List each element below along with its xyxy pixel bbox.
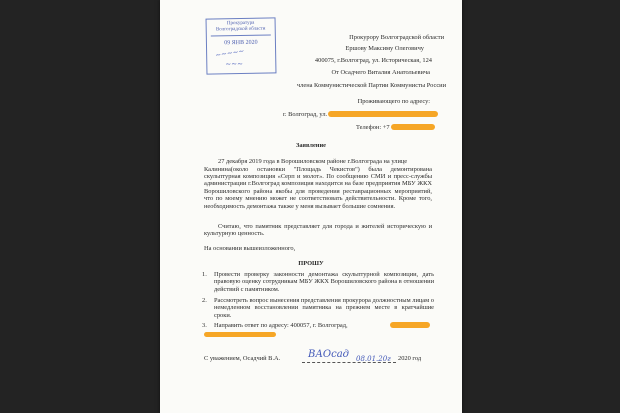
stamp-initials: ~~~ bbox=[225, 59, 243, 69]
paragraph-3: На основании вышеизложенного, bbox=[204, 245, 296, 252]
item-3-number: 3. bbox=[202, 322, 207, 329]
address-label: г. Волгоград, ул. bbox=[283, 111, 328, 118]
signature: ВАОсад bbox=[308, 349, 350, 360]
request-title: ПРОШУ bbox=[298, 260, 324, 267]
handwritten-date: 08.01.20г bbox=[356, 355, 391, 363]
phone-label: Телефон: +7 bbox=[356, 124, 390, 131]
sender-line-3: Проживающего по адресу: bbox=[357, 98, 430, 105]
item-1-number: 1. bbox=[202, 271, 207, 278]
stamp-date: 09 ЯНВ 2020 bbox=[224, 39, 258, 47]
item-3-text: Направить ответ по адресу: 400057, г. Волгоград, bbox=[214, 322, 348, 329]
addressee-line-1: Прокурору Волгоградской области bbox=[349, 34, 444, 41]
addressee-line-3: 400075, г.Волгоград, ул. Историческая, 124 bbox=[314, 57, 432, 64]
redaction-return-address bbox=[390, 322, 430, 328]
stamp-handwriting: ~~~~~ bbox=[214, 46, 245, 60]
registration-stamp bbox=[206, 17, 277, 74]
document-page bbox=[160, 0, 462, 413]
redaction-phone bbox=[391, 124, 435, 130]
paragraph-2: Считаю, что памятник представляет для города и жителей историческую и культурную ценность. bbox=[204, 223, 432, 238]
paragraph-1: Калинина(около остановки "Площадь Чекистов") была демонтирована скульптурная композиция «Серп и молот». По сообщению СМИ и пресс-службы администрации г.Волгоград композиция находится на базе предприятия МБУ ЖКХ Ворошиловского района якобы для проведения реставрационных мероприятий, что по моему мнению может не соответствовать действительности. Кроме того, необходимость демонтажа также у меня вызывает большие сомнения. bbox=[204, 165, 432, 210]
stamp-line-1: Прокуратура bbox=[226, 20, 255, 27]
closing-text: С уважением, Осадчий В.А. bbox=[204, 355, 281, 362]
redaction-return-address-2 bbox=[204, 332, 276, 337]
sender-line-1: От Осадчего Виталия Анатольевича bbox=[331, 69, 430, 76]
item-1-text: Провести проверку законности демонтажа скульптурной композиции, дать правовую оценку сотрудникам МБУ ЖКХ Ворошиловского района в отношении действий с памятником. bbox=[214, 271, 434, 293]
item-2-number: 2. bbox=[202, 297, 207, 304]
document-title: Заявление bbox=[295, 142, 326, 149]
item-2-text: Рассмотреть вопрос вынесения представления прокурора должностным лицам о немедленном восстановлении памятника на прежнем месте в кратчайшие сроки. bbox=[214, 297, 434, 319]
stamp-line-2: Волгоградской области bbox=[215, 26, 266, 33]
redaction-address bbox=[328, 111, 438, 117]
addressee-line-2: Ершову Максиму Олеговичу bbox=[345, 45, 424, 52]
footer-year: 2020 год bbox=[398, 355, 422, 362]
sender-line-2: члена Коммунистической Партии Коммунисты России bbox=[296, 82, 446, 89]
paragraph-1-line-1: 27 декабря 2019 года в Ворошиловском районе г.Волгограда на улице bbox=[218, 158, 408, 165]
